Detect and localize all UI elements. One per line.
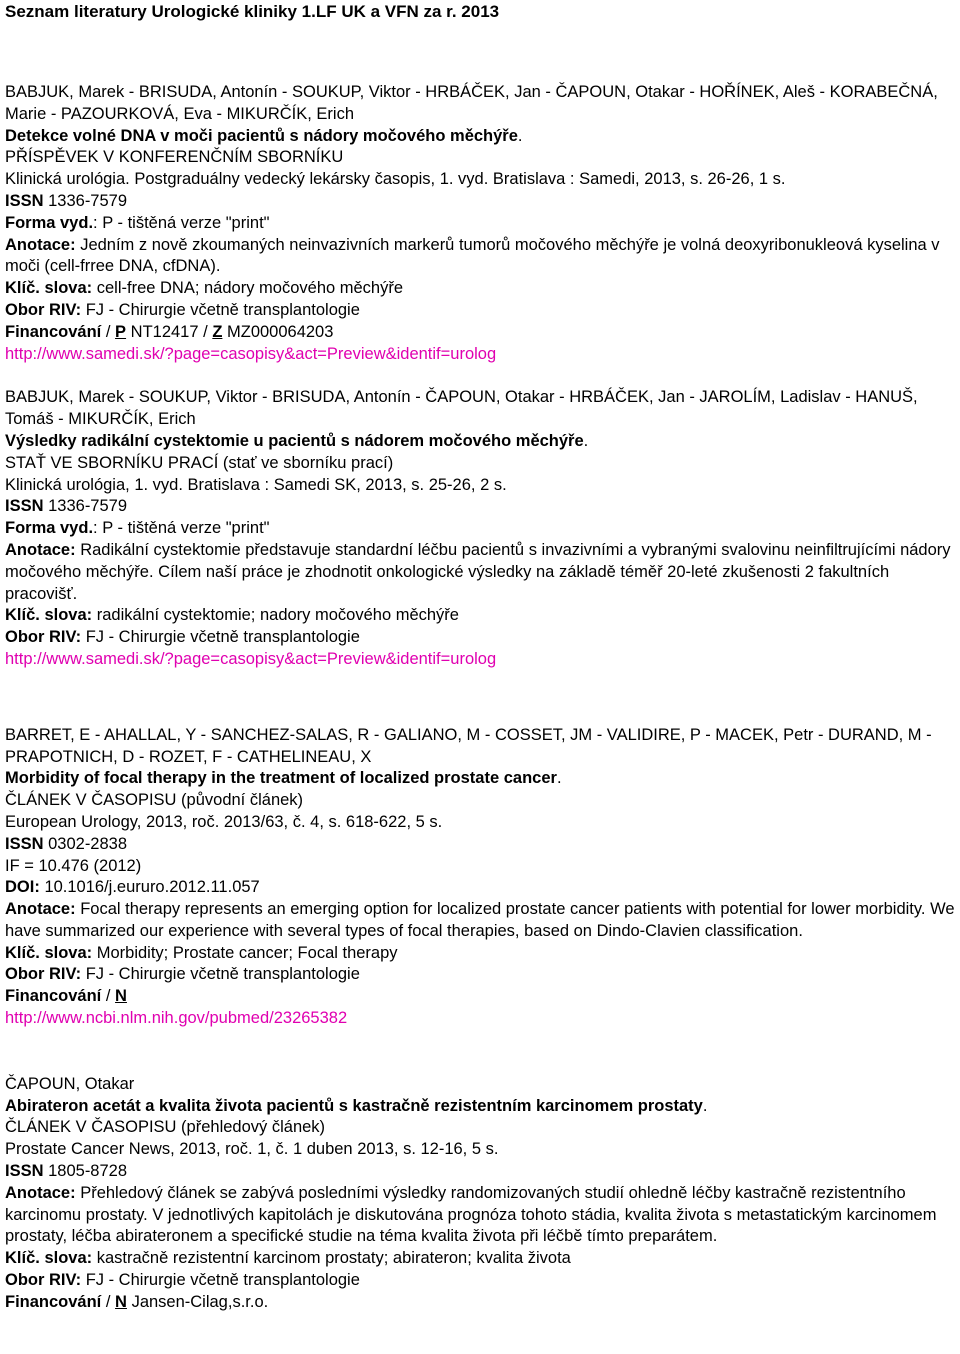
- publication-entry: [5, 1074, 956, 1314]
- entry-keywords: Klíč. slova: Morbidity; Prostate cancer; Focal therapy: [5, 943, 398, 962]
- entry-source: Prostate Cancer News, 2013, roč. 1, č. 1 duben 2013, s. 12-16, 5 s.: [5, 1140, 499, 1159]
- entry-authors: BARRET, E - AHALLAL, Y - SANCHEZ-SALAS, R - GALIANO, M - COSSET, JM - VALIDIRE, P - MACEK, Petr - DURAND, M - PRAPOTNICH, D - ROZET, F - CATHELINEAU, X: [5, 725, 932, 766]
- entry-keywords: Klíč. slova: radikální cystektomie; nadory močového měchýře: [5, 606, 459, 625]
- publication-entry: [5, 82, 956, 365]
- entry-authors: ČAPOUN, Otakar: [5, 1074, 135, 1093]
- entry-type: PŘÍSPĚVEK V KONFERENČNÍM SBORNÍKU: [5, 148, 344, 167]
- entry-title: Morbidity of focal therapy in the treatment of localized prostate cancer.: [5, 769, 562, 788]
- entry-issn: ISSN 0302-2838: [5, 834, 128, 853]
- entry-financovani: Financování / N Jansen-Cilag,s.r.o.: [5, 1292, 269, 1311]
- entry-source: Klinická urológia. Postgraduálny vedecký lekársky časopis, 1. vyd. Bratislava : Samedi, 2013, s. 26-26, 1 s.: [5, 170, 786, 189]
- entry-authors: BABJUK, Marek - BRISUDA, Antonín - SOUKUP, Viktor - HRBÁČEK, Jan - ČAPOUN, Otakar - HOŘÍNEK, Aleš - KORABEČNÁ, Marie - PAZOURKOVÁ, Eva - MIKURČÍK, Erich: [5, 83, 938, 123]
- entry-source: European Urology, 2013, roč. 2013/63, č. 4, s. 618-622, 5 s.: [5, 812, 443, 831]
- publication-entry: [5, 387, 956, 670]
- entry-link[interactable]: http://www.samedi.sk/?page=casopisy&act=Preview&identif=urolog: [5, 649, 497, 668]
- entry-obor: Obor RIV: FJ - Chirurgie včetně transplantologie: [5, 1271, 360, 1290]
- entry-link[interactable]: http://www.ncbi.nlm.nih.gov/pubmed/23265382: [5, 1009, 348, 1028]
- entry-type: ČLÁNEK V ČASOPISU (původní článek): [5, 791, 304, 810]
- entry-issn: ISSN 1805-8728: [5, 1162, 128, 1181]
- entry-title: Detekce volné DNA v moči pacientů s nádory močového měchýře.: [5, 126, 523, 145]
- entry-type: ČLÁNEK V ČASOPISU (přehledový článek): [5, 1118, 326, 1137]
- entry-keywords: Klíč. slova: kastračně rezistentní karcinom prostaty; abirateron; kvalita života: [5, 1249, 571, 1268]
- entry-title: Výsledky radikální cystektomie u pacientů s nádorem močového měchýře.: [5, 431, 589, 450]
- entry-anotace: Anotace: Jedním z nově zkoumaných neinvazivních markerů tumorů močového měchýře je volná deoxyribonukleová kyselina v moči (cell-frree DNA, cfDNA).: [5, 235, 940, 276]
- entry-forma: Forma vyd.: P - tištěná verze "print": [5, 213, 270, 232]
- entry-title: Abirateron acetát a kvalita života pacientů s kastračně rezistentním karcinomem prostaty.: [5, 1096, 708, 1115]
- entry-obor: Obor RIV: FJ - Chirurgie včetně transplantologie: [5, 965, 360, 984]
- entry-authors: BABJUK, Marek - SOUKUP, Viktor - BRISUDA, Antonín - ČAPOUN, Otakar - HRBÁČEK, Jan - JAROLÍM, Ladislav - HANUŠ, Tomáš - MIKURČÍK, Erich: [5, 388, 918, 429]
- entry-issn: ISSN 1336-7579: [5, 497, 128, 516]
- entry-type: STAŤ VE SBORNÍKU PRACÍ (stať ve sborníku prací): [5, 453, 394, 472]
- entry-keywords: Klíč. slova: cell-free DNA; nádory močového měchýře: [5, 279, 404, 298]
- entry-issn: ISSN 1336-7579: [5, 191, 128, 210]
- entry-impact-factor: IF = 10.476 (2012): [5, 856, 142, 875]
- entry-financovani: Financování / P NT12417 / Z MZ000064203: [5, 322, 334, 341]
- entry-anotace: Anotace: Radikální cystektomie představuje standardní léčbu pacientů s invazivními a vybranými svalovinu neinfiltrujícími nádory močového měchýře. Cílem naší práce je zhodnotit onkologické výsledky na základě téměř 20-leté zkušenosti 2 fakultních pracovišť.: [5, 540, 951, 603]
- entry-anotace: Anotace: Přehledový článek se zabývá posledními výsledky randomizovaných studií ohledně léčby kastračně rezistentního karcinomu prostaty. V jednotlivých kapitolách je diskutována prognóza tohoto stádia, kvalita života s metastatickým karcinomem prostaty, léčba abirateronem a specifické studie na téma kvalita života při léčbě tímto preparátem.: [5, 1183, 937, 1246]
- entry-obor: Obor RIV: FJ - Chirurgie včetně transplantologie: [5, 300, 360, 319]
- entry-financovani: Financování / N: [5, 987, 127, 1006]
- entry-source: Klinická urológia, 1. vyd. Bratislava : Samedi SK, 2013, s. 25-26, 2 s.: [5, 475, 507, 494]
- document-title: Seznam literatury Urologické kliniky 1.LF UK a VFN za r. 2013: [5, 2, 500, 21]
- entry-anotace: Anotace: Focal therapy represents an emerging option for localized prostate cancer patients with potential for lower morbidity. We have summarized our experience with several types of focal therapies, based on Dindo-Clavien classification.: [5, 900, 955, 940]
- publication-entry: [5, 725, 956, 1030]
- entry-doi: DOI: 10.1016/j.eururo.2012.11.057: [5, 878, 260, 897]
- entry-link[interactable]: http://www.samedi.sk/?page=casopisy&act=Preview&identif=urolog: [5, 344, 497, 363]
- entry-obor: Obor RIV: FJ - Chirurgie včetně transplantologie: [5, 628, 360, 647]
- entry-forma: Forma vyd.: P - tištěná verze "print": [5, 519, 270, 538]
